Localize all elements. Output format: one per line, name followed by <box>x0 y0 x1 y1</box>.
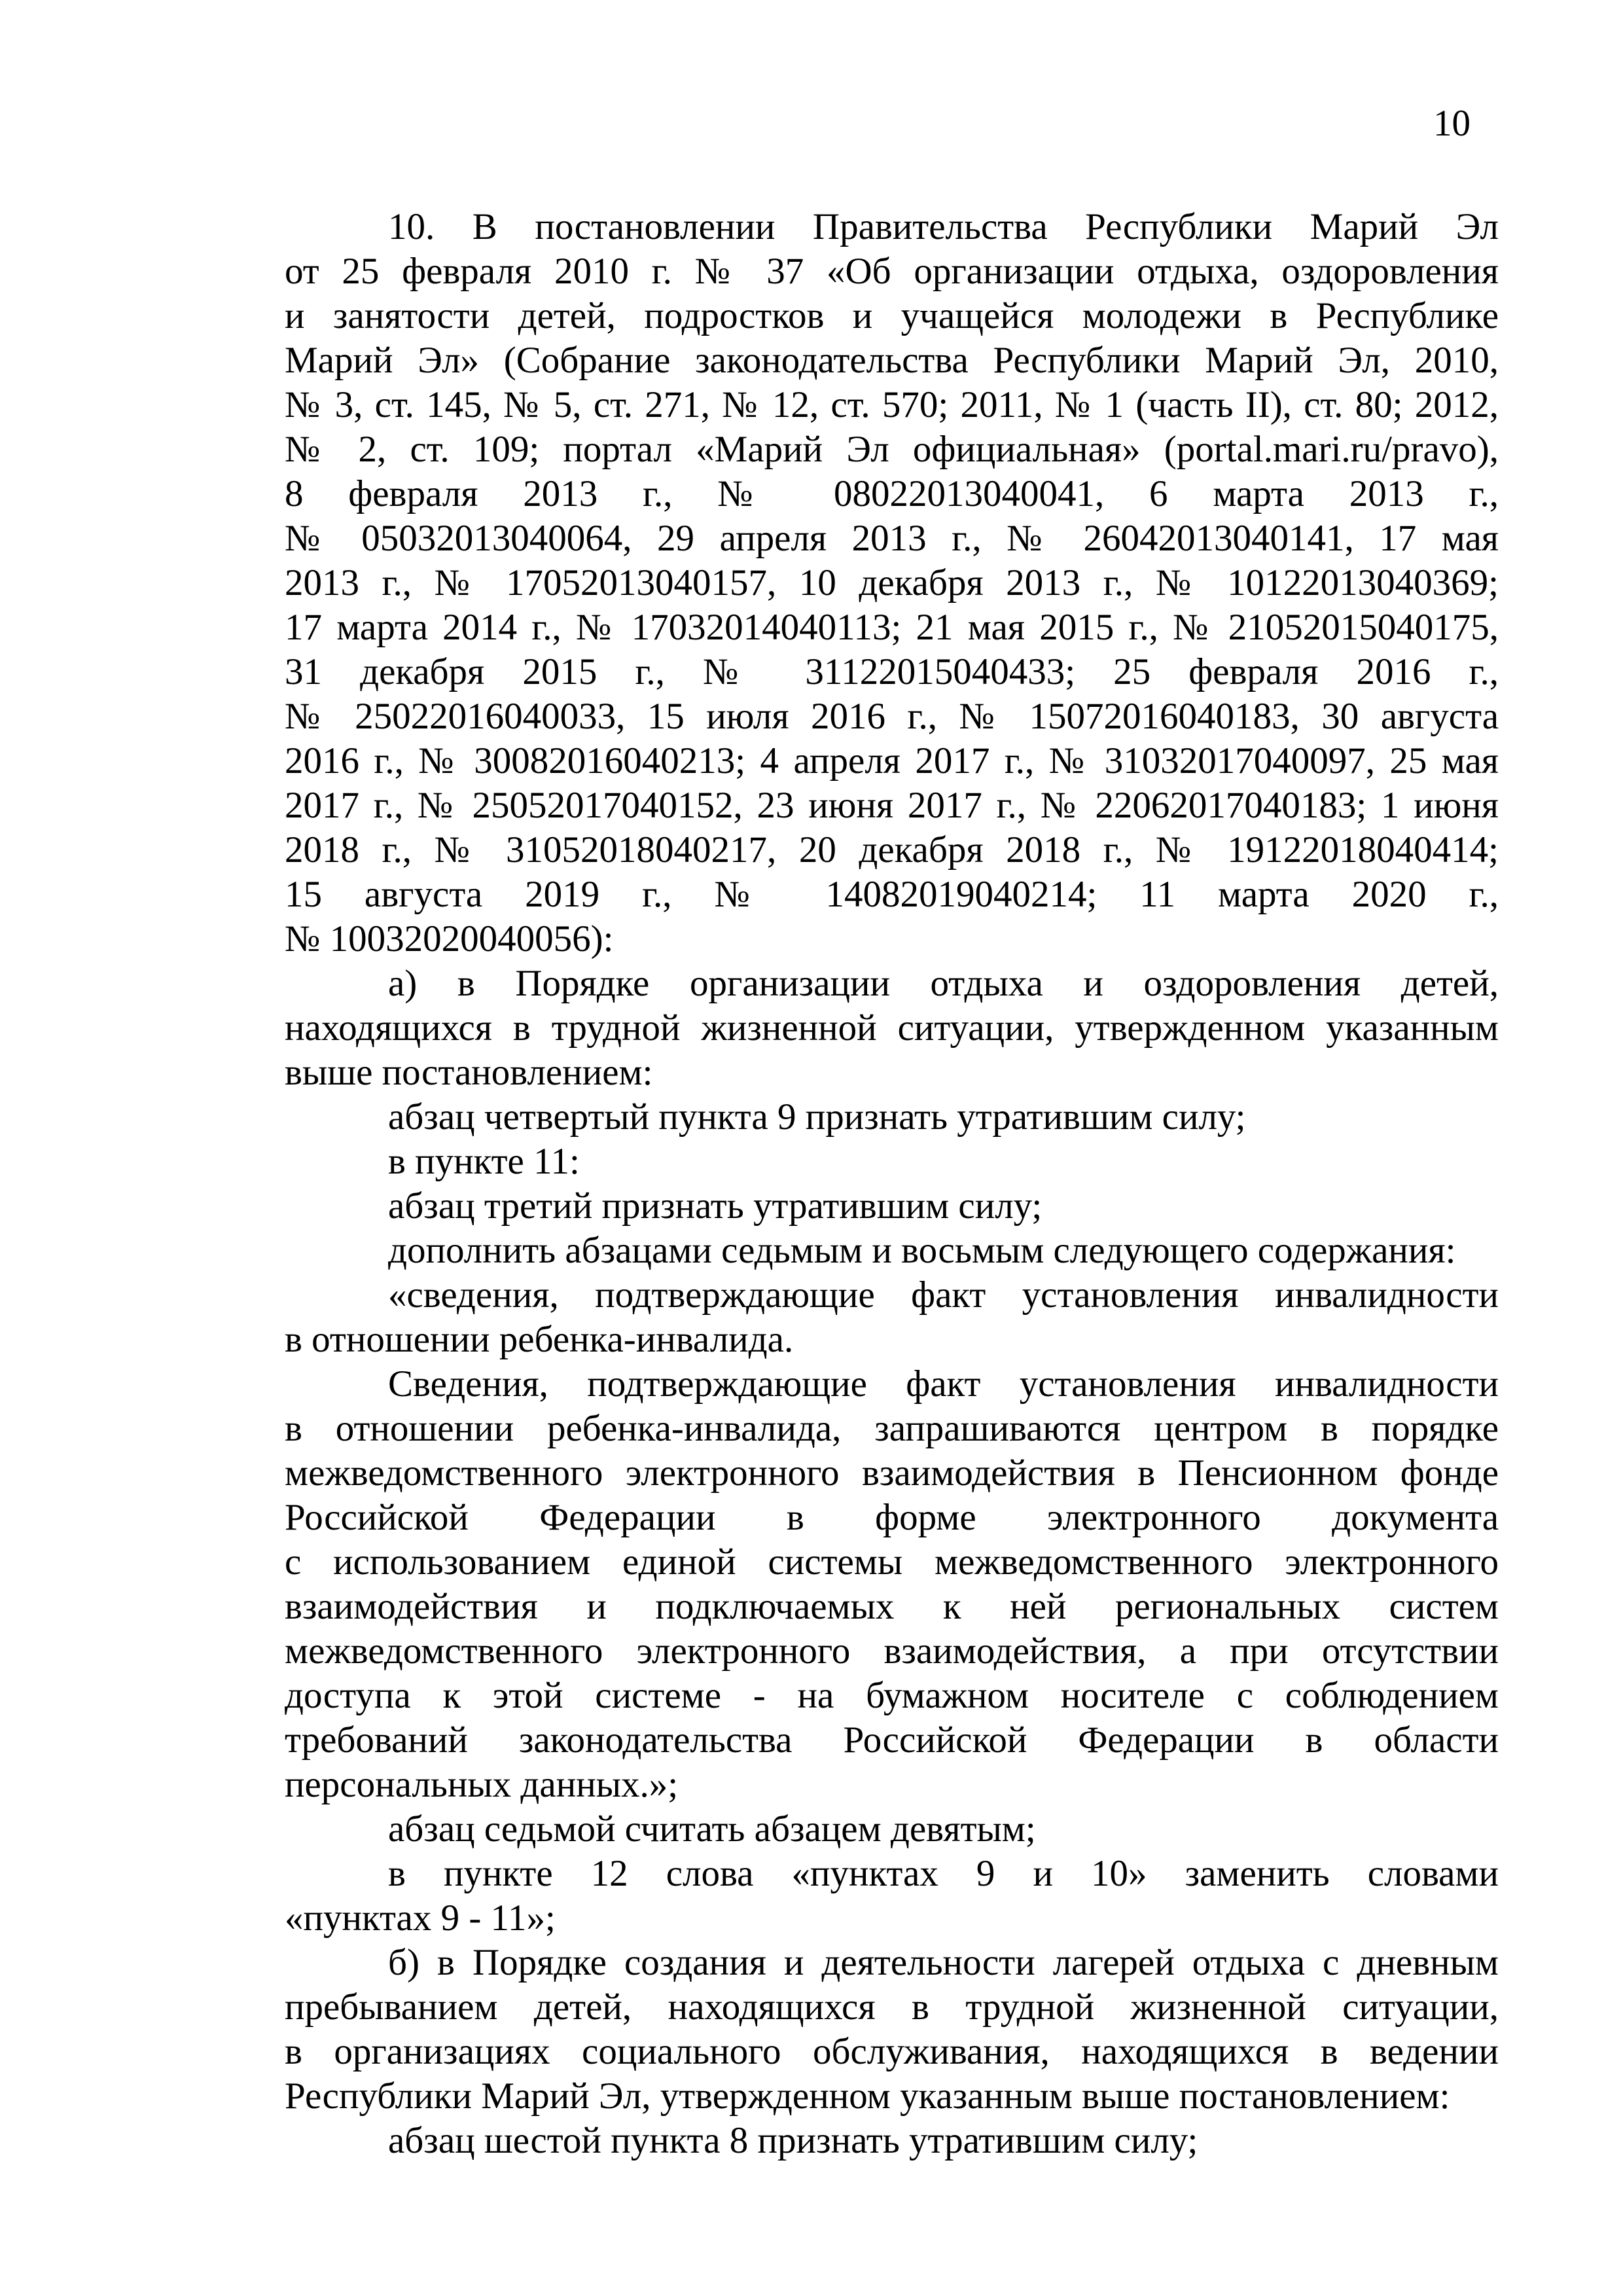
text-line: доступа к этой системе - на бумажном носителе с соблюдением <box>285 1675 1499 1716</box>
paragraph-clause <box>285 1184 1499 1229</box>
text-line: 2017 г., № 25052017040152, 23 июня 2017 г., № 22062017040183; 1 июня <box>285 785 1499 826</box>
paragraph-subitem-a <box>285 961 1499 1095</box>
paragraph-subitem-b <box>285 1941 1499 2119</box>
paragraph-clause <box>285 2119 1499 2163</box>
text-line: № 2, ст. 109; портал «Марий Эл официальная» (portal.mari.ru/pravo), <box>285 429 1499 470</box>
text-line: выше постановлением: <box>285 1052 653 1093</box>
paragraph-clause <box>285 1139 1499 1184</box>
paragraph-clause <box>285 1095 1499 1139</box>
text-line: б) в Порядке создания и деятельности лагерей отдыха с дневным <box>388 1942 1499 1983</box>
text-line: «сведения, подтверждающие факт установления инвалидности <box>388 1274 1499 1316</box>
text-line: персональных данных.»; <box>285 1764 679 1805</box>
text-line: 2013 г., № 17052013040157, 10 декабря 2013 г., № 10122013040369; <box>285 562 1499 603</box>
text-line: 15 августа 2019 г., № 14082019040214; 11 марта 2020 г., <box>285 874 1499 915</box>
text-line: абзац седьмой считать абзацем девятым; <box>388 1808 1036 1850</box>
text-line: в отношении ребенка-инвалида. <box>285 1319 794 1360</box>
text-line: абзац четвертый пункта 9 признать утратившим силу; <box>388 1096 1246 1138</box>
text-line: дополнить абзацами седьмым и восьмым следующего содержания: <box>388 1230 1456 1271</box>
text-line: Республики Марий Эл, утвержденном указанным выше постановлением: <box>285 2075 1450 2117</box>
text-line: абзац шестой пункта 8 признать утратившим силу; <box>388 2120 1198 2161</box>
text-line: взаимодействия и подключаемых к ней региональных систем <box>285 1586 1499 1627</box>
text-line: 31 декабря 2015 г., № 31122015040433; 25 февраля 2016 г., <box>285 651 1499 692</box>
text-line: № 3, ст. 145, № 5, ст. 271, № 12, ст. 570; 2011, № 1 (часть II), ст. 80; 2012, <box>285 384 1499 425</box>
text-line: с использованием единой системы межведомственного электронного <box>285 1541 1499 1583</box>
text-line: «пунктах 9 - 11»; <box>285 1897 556 1939</box>
text-line: межведомственного электронного взаимодействия в Пенсионном фонде <box>285 1452 1499 1494</box>
text-line: пребыванием детей, находящихся в трудной жизненной ситуации, <box>285 1986 1499 2028</box>
text-line: Российской Федерации в форме электронного документа <box>285 1497 1499 1538</box>
paragraph-10-intro <box>285 205 1499 961</box>
text-line: находящихся в трудной жизненной ситуации, утвержденном указанным <box>285 1007 1499 1049</box>
document-body <box>285 205 1499 2163</box>
text-line: в организациях социального обслуживания, находящихся в ведении <box>285 2031 1499 2072</box>
text-line: Марий Эл» (Собрание законодательства Республики Марий Эл, 2010, <box>285 340 1499 381</box>
text-line: № 25022016040033, 15 июля 2016 г., № 15072016040183, 30 августа <box>285 696 1499 737</box>
text-line: и занятости детей, подростков и учащейся молодежи в Республике <box>285 295 1499 336</box>
paragraph-clause <box>285 1852 1499 1941</box>
text-line: 17 марта 2014 г., № 17032014040113; 21 мая 2015 г., № 21052015040175, <box>285 607 1499 648</box>
page-header <box>285 101 1499 146</box>
text-line: 2018 г., № 31052018040217, 20 декабря 2018 г., № 19122018040414; <box>285 829 1499 870</box>
paragraph-quoted-text <box>285 1362 1499 1807</box>
paragraph-clause <box>285 1229 1499 1273</box>
paragraph-quoted-text <box>285 1273 1499 1362</box>
text-line: в пункте 12 слова «пунктах 9 и 10» заменить словами <box>388 1853 1499 1894</box>
text-line: 2016 г., № 30082016040213; 4 апреля 2017 г., № 31032017040097, 25 мая <box>285 740 1499 781</box>
text-line: от 25 февраля 2010 г. № 37 «Об организации отдыха, оздоровления <box>285 251 1499 292</box>
text-line: в пункте 11: <box>388 1141 580 1182</box>
text-line: № 10032020040056): <box>285 918 614 960</box>
text-line: межведомственного электронного взаимодействия, а при отсутствии <box>285 1630 1499 1672</box>
text-line: Сведения, подтверждающие факт установления инвалидности <box>388 1363 1499 1405</box>
text-line: абзац третий признать утратившим силу; <box>388 1185 1043 1227</box>
text-line: требований законодательства Российской Федерации в области <box>285 1719 1499 1761</box>
text-line: в отношении ребенка-инвалида, запрашиваются центром в порядке <box>285 1408 1499 1449</box>
text-line: 8 февраля 2013 г., № 08022013040041, 6 марта 2013 г., <box>285 473 1499 514</box>
paragraph-clause <box>285 1807 1499 1852</box>
page-number: 10 <box>1433 103 1471 144</box>
text-line: 10. В постановлении Правительства Республики Марий Эл <box>388 206 1499 247</box>
text-line: а) в Порядке организации отдыха и оздоровления детей, <box>388 963 1499 1004</box>
text-line: № 05032013040064, 29 апреля 2013 г., № 26042013040141, 17 мая <box>285 518 1499 559</box>
